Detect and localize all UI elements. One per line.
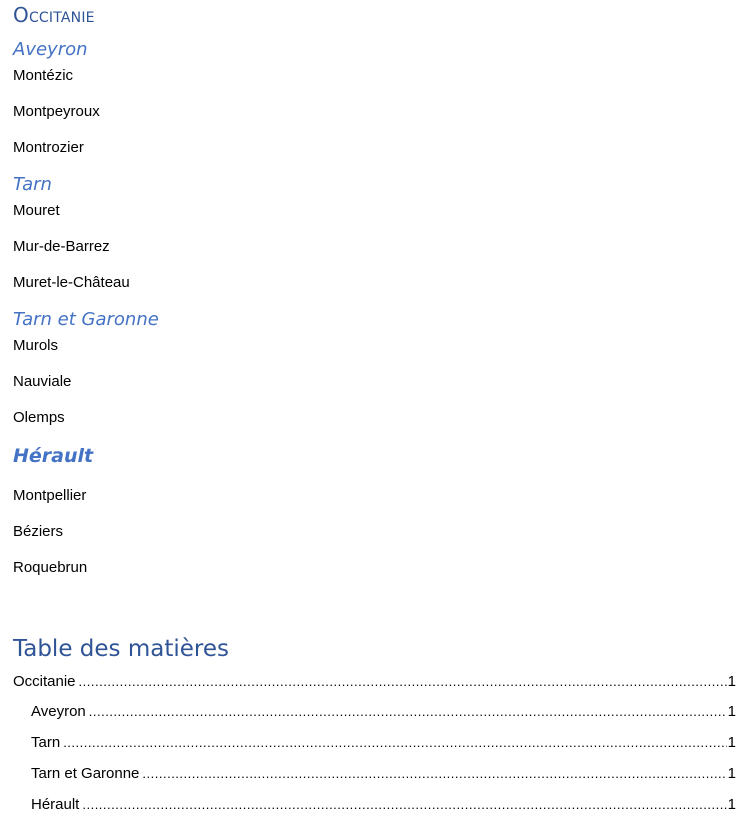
town-item: Roquebrun	[13, 559, 88, 576]
toc-entry-tarn-et-garonne[interactable]	[31, 765, 736, 783]
toc-page-number: 1	[727, 765, 736, 782]
toc-entry-label: Aveyron	[31, 703, 86, 720]
town-item: Mouret	[13, 202, 60, 219]
toc-dot-leader	[142, 766, 726, 781]
heading-department-tarn: Tarn	[13, 174, 52, 195]
town-item: Montpeyroux	[13, 103, 100, 120]
toc-entry-tarn[interactable]	[31, 734, 736, 752]
toc-entry-label: Tarn	[31, 734, 61, 751]
town-item: Béziers	[13, 523, 64, 540]
toc-page-number: 1	[727, 734, 736, 751]
toc-entry-label: Occitanie	[13, 673, 76, 690]
toc-page-number: 1	[727, 703, 736, 720]
town-item: Montrozier	[13, 139, 84, 156]
toc-entry-label: Hérault	[31, 796, 80, 813]
toc-page-number: 1	[727, 673, 736, 690]
toc-title: Table des matières	[13, 636, 229, 662]
town-item: Muret-le-Château	[13, 274, 130, 291]
heading-region: Occitanie	[13, 3, 95, 27]
toc-dot-leader	[82, 797, 726, 812]
town-item: Mur-de-Barrez	[13, 238, 110, 255]
toc-dot-leader	[79, 674, 727, 689]
town-item: Murols	[13, 337, 59, 354]
toc-dot-leader	[63, 735, 726, 750]
heading-department-tarn-et-garonne: Tarn et Garonne	[13, 309, 159, 330]
heading-department-aveyron: Aveyron	[13, 39, 88, 60]
town-item: Montpellier	[13, 487, 87, 504]
town-item: Montézic	[13, 67, 74, 84]
toc-entry-occitanie[interactable]	[13, 673, 736, 691]
town-item: Olemps	[13, 409, 65, 426]
toc-entry-herault[interactable]	[31, 796, 736, 814]
toc-page-number: 1	[727, 796, 736, 813]
toc-entry-label: Tarn et Garonne	[31, 765, 140, 782]
town-item: Nauviale	[13, 373, 72, 390]
toc-entry-aveyron[interactable]	[31, 703, 736, 721]
toc-dot-leader	[89, 704, 727, 719]
heading-department-herault: Hérault	[13, 445, 94, 467]
